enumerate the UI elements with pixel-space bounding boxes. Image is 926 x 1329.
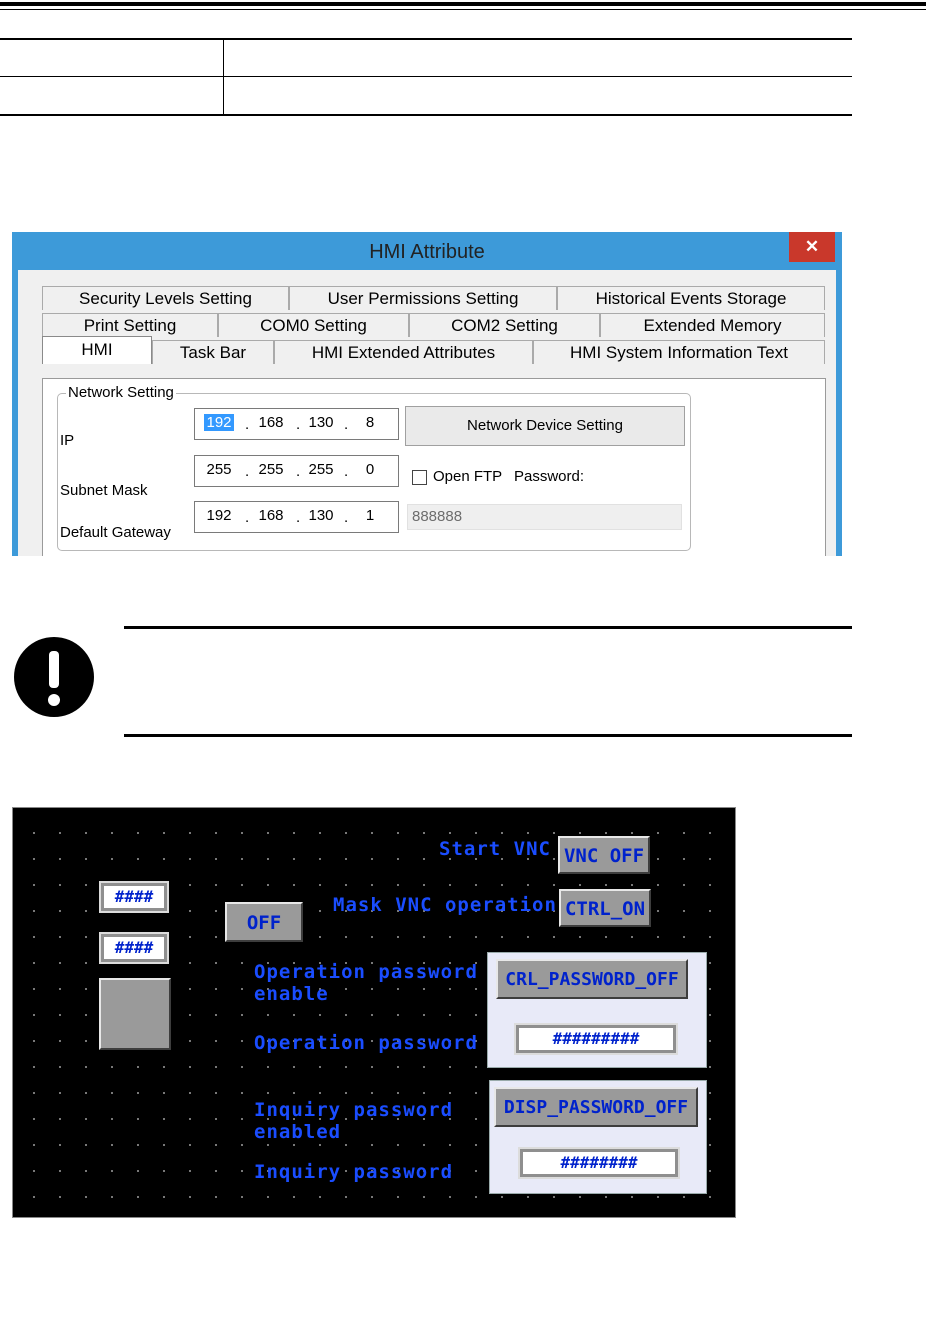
table-bottom-border [0, 114, 852, 116]
gateway-octet-4: 1 [365, 507, 375, 524]
inquiry-password-label: Inquiry password [254, 1161, 454, 1183]
tab-print-setting[interactable]: Print Setting [42, 313, 218, 337]
ip-label: IP [60, 432, 75, 449]
ip-dot: . [344, 463, 349, 480]
subnet-mask-label: Subnet Mask [60, 482, 148, 499]
tab-hmi-system-information-text[interactable]: HMI System Information Text [533, 340, 825, 364]
off-button[interactable]: OFF [225, 902, 303, 942]
default-gateway-label: Default Gateway [60, 524, 171, 541]
inquiry-password-field[interactable]: ######## [518, 1147, 680, 1179]
exclamation-icon [14, 637, 94, 717]
operation-password-panel [487, 952, 707, 1068]
ip-dot: . [344, 509, 349, 526]
ip-dot: . [245, 416, 250, 433]
subnet-octet-2: 255 [258, 461, 284, 478]
close-button[interactable]: ✕ [789, 232, 835, 262]
table-top-border [0, 38, 852, 40]
mask-vnc-operation-label: Mask VNC operation [333, 894, 557, 916]
vnc-off-button[interactable]: VNC OFF [558, 836, 650, 874]
ip-dot: . [296, 509, 301, 526]
ip-octet-4: 8 [365, 414, 375, 431]
ip-dot: . [344, 416, 349, 433]
header-rule-thin [0, 9, 926, 10]
ip-address-field[interactable] [194, 408, 399, 440]
hmi-attribute-dialog [12, 232, 842, 556]
gateway-octet-1: 192 [206, 507, 232, 524]
tab-security-levels-setting[interactable]: Security Levels Setting [42, 286, 289, 310]
start-vnc-label: Start VNC [439, 838, 551, 860]
table-row-divider [0, 76, 852, 77]
ip-dot: . [296, 416, 301, 433]
subnet-mask-field[interactable] [194, 455, 399, 487]
open-ftp-label: Open FTP [433, 468, 503, 485]
hmi-tab-panel [42, 378, 826, 556]
dialog-client-area [18, 270, 836, 556]
table-column-divider [223, 40, 224, 114]
crl-password-off-button[interactable]: CRL_PASSWORD_OFF [496, 959, 688, 999]
header-rule-thick [0, 2, 926, 6]
tab-hmi[interactable]: HMI [42, 336, 152, 364]
inquiry-password-enabled-label: Inquiry password enabled [254, 1099, 454, 1143]
ip-octet-2: 168 [258, 414, 284, 431]
ip-dot: . [296, 463, 301, 480]
operation-password-enable-label: Operation password enable [254, 961, 478, 1005]
open-ftp-checkbox[interactable] [412, 470, 427, 485]
ip-dot: . [245, 463, 250, 480]
operation-password-label: Operation password [254, 1032, 478, 1054]
tab-hmi-extended-attributes[interactable]: HMI Extended Attributes [274, 340, 533, 364]
gateway-octet-3: 130 [308, 507, 334, 524]
inquiry-password-panel [489, 1080, 707, 1194]
tab-com2-setting[interactable]: COM2 Setting [409, 313, 600, 337]
gateway-octet-2: 168 [258, 507, 284, 524]
subnet-octet-1: 255 [206, 461, 232, 478]
notice-top-rule [124, 626, 852, 629]
ftp-password-field[interactable]: 888888 [407, 504, 682, 530]
tab-com0-setting[interactable]: COM0 Setting [218, 313, 409, 337]
default-gateway-field[interactable] [194, 501, 399, 533]
ip-octet-1: 192 [206, 414, 232, 431]
notice-bottom-rule [124, 734, 852, 737]
exclamation-bar [49, 651, 59, 688]
network-setting-group [57, 384, 691, 551]
numeric-display-1[interactable]: #### [99, 881, 169, 913]
tab-extended-memory[interactable]: Extended Memory [600, 313, 825, 337]
operation-password-field[interactable]: ######### [514, 1023, 678, 1055]
subnet-octet-3: 255 [308, 461, 334, 478]
ctrl-on-button[interactable]: CTRL_ON [559, 889, 651, 927]
square-bit-button[interactable] [99, 978, 171, 1050]
network-setting-title: Network Setting [68, 384, 174, 401]
dialog-title: HMI Attribute [369, 241, 485, 263]
network-device-setting-button[interactable]: Network Device Setting [405, 406, 685, 446]
disp-password-off-button[interactable]: DISP_PASSWORD_OFF [494, 1087, 698, 1127]
subnet-octet-4: 0 [365, 461, 375, 478]
ip-dot: . [245, 509, 250, 526]
tab-user-permissions-setting[interactable]: User Permissions Setting [289, 286, 557, 310]
hmi-screen-design [12, 807, 736, 1218]
ip-octet-3: 130 [308, 414, 334, 431]
tab-historical-events-storage[interactable]: Historical Events Storage [557, 286, 825, 310]
tab-task-bar[interactable]: Task Bar [152, 340, 274, 364]
numeric-display-2[interactable]: #### [99, 932, 169, 964]
password-label: Password: [514, 468, 585, 485]
exclamation-dot [48, 694, 60, 706]
